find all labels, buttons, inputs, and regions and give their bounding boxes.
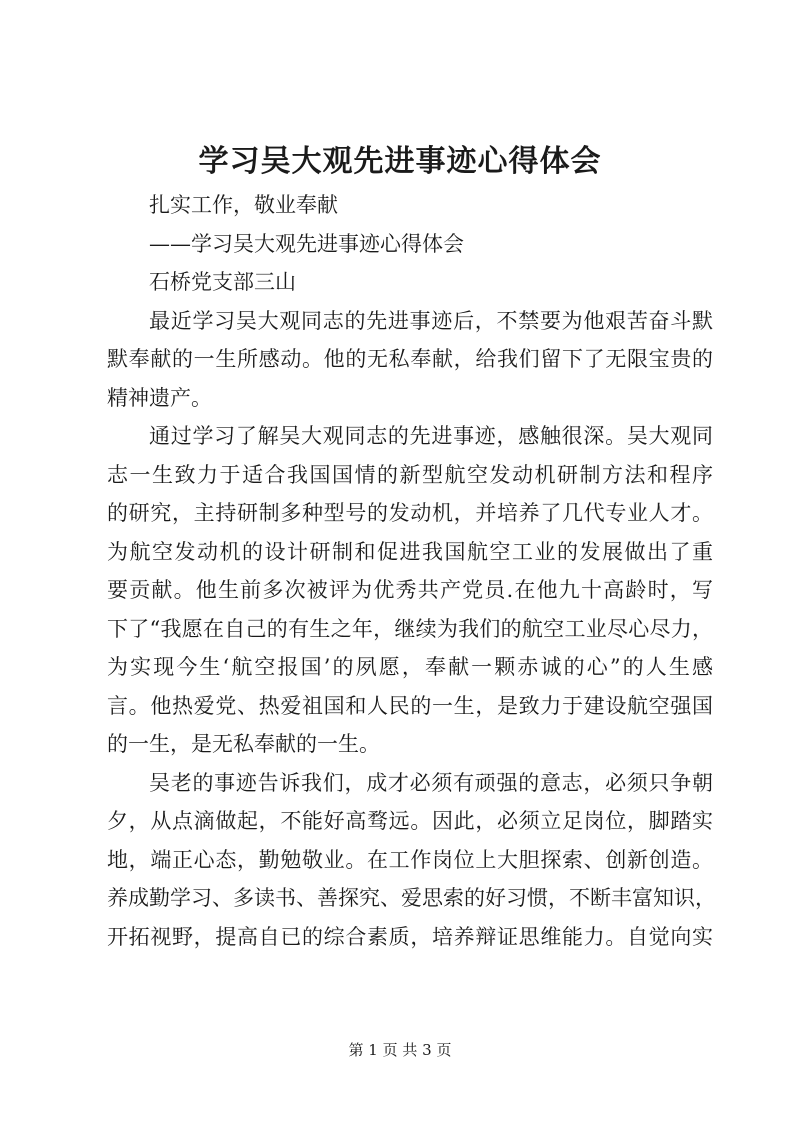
subtitle-line: 扎实工作，敬业奉献 <box>149 193 338 217</box>
paragraph-line: 为实现今生‘航空报国’的夙愿，奉献一颗赤诚的心”的人生感 <box>107 655 713 679</box>
document-body <box>107 186 716 956</box>
paragraph-line: 为航空发动机的设计研制和促进我国航空工业的发展做出了重 <box>107 539 713 564</box>
paragraph-line: 默奉献的一生所感动。他的无私奉献，给我们留下了无限宝贵的 <box>107 347 713 371</box>
paragraph-line: 要贡献。他生前多次被评为优秀共产党员.在他九十高龄时，写 <box>107 578 713 602</box>
paragraph-line: 养成勤学习、多读书、善探究、爱思索的好习惯，不断丰富知识， <box>107 886 716 910</box>
subtitle-line: ——学习吴大观先进事迹心得体会 <box>149 231 464 256</box>
page-footer: 第 1 页 共 3 页 <box>348 1041 452 1059</box>
paragraph-line: 最近学习吴大观同志的先进事迹后，不禁要为他艰苦奋斗默 <box>149 308 713 333</box>
paragraph-line: 的研究，主持研制多种型号的发动机，并培养了几代专业人才。 <box>107 501 713 525</box>
paragraph-line: 吴老的事迹告诉我们，成才必须有顽强的意志，必须只争朝 <box>149 770 713 795</box>
paragraph-line: 的一生，是无私奉献的一生。 <box>107 732 380 756</box>
document-title: 学习吴大观先进事迹心得体会 <box>198 144 602 179</box>
paragraph-line: 志一生致力于适合我国国情的新型航空发动机研制方法和程序 <box>107 462 713 487</box>
paragraph-line: 开拓视野，提高自已的综合素质，培养辩证思维能力。自觉向实 <box>107 924 713 949</box>
paragraph-line: 地，端正心态，勤勉敬业。在工作岗位上大胆探索、创新创造。 <box>107 847 713 872</box>
paragraph-line: 言。他热爱党、热爱祖国和人民的一生，是致力于建设航空强国 <box>107 693 713 718</box>
paragraph-line: 精神遗产。 <box>107 385 212 410</box>
paragraph-line: 通过学习了解吴大观同志的先进事迹，感触很深。吴大观同 <box>149 424 713 448</box>
paragraph-line: 夕，从点滴做起，不能好高骛远。因此，必须立足岗位，脚踏实 <box>107 809 713 833</box>
paragraph-line: 下了“我愿在自己的有生之年，继续为我们的航空工业尽心尽力， <box>107 616 713 641</box>
subtitle-line: 石桥党支部三山 <box>149 270 296 294</box>
